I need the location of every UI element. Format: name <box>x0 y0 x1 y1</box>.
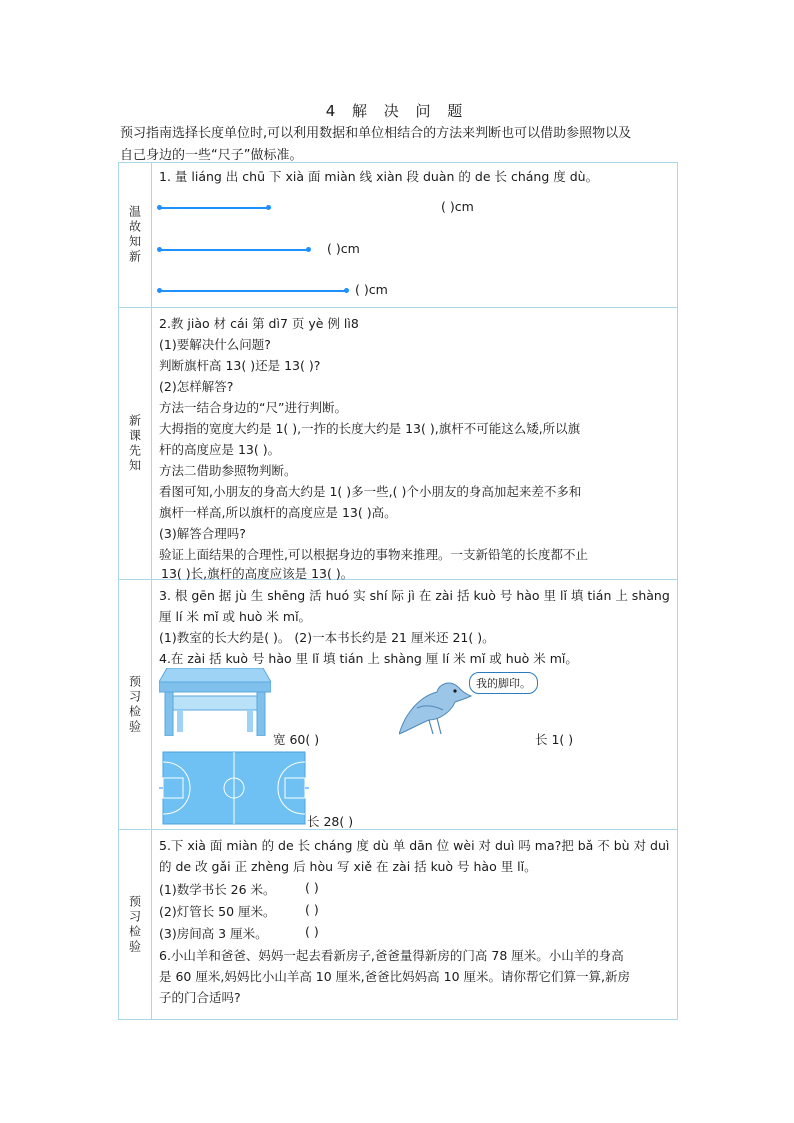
text-line: 验证上面结果的合理性,可以根据身边的事物来推理。一支新铅笔的长度都不止 <box>159 547 588 562</box>
text-line: 2.教 jiào 材 cái 第 dì7 页 yè 例 lì8 <box>159 316 359 331</box>
line-segment-1 <box>159 207 269 209</box>
item-2: (2)灯管长 50 厘米。 <box>159 904 276 919</box>
question-5-line-1: 5.下 xià 面 miàn 的 de 长 cháng 度 dù 单 dān 位 wèi 对 duì 吗 ma?把 bǎ 不 bù 对 duì <box>159 838 670 853</box>
answer-blank[interactable]: ( )cm <box>327 241 360 256</box>
question-6-line-1: 6.小山羊和爸爸、妈妈一起去看新房子,爸爸量得新房的门高 78 厘米。小山羊的身高 <box>159 948 624 963</box>
footprint-length-blank[interactable]: 长 1( ) <box>535 732 574 747</box>
question-6-line-2: 是 60 厘米,妈妈比小山羊高 10 厘米,爸爸比妈妈高 10 厘米。请你帮它们算一算,新房 <box>159 969 630 984</box>
text-line: 看图可知,小朋友的身高大约是 1( )多一些,( )个小朋友的身高加起来差不多和 <box>159 484 582 499</box>
exercise-table <box>118 162 678 1020</box>
line-segment-3 <box>159 290 347 292</box>
question-3-line-1: 3. 根 gēn 据 jù 生 shēng 活 huó 实 shí 际 jì 在 zài 括 kuò 号 hào 里 lǐ 填 tián 上 shàng <box>159 588 670 603</box>
section-label: 温故知新 <box>119 163 152 307</box>
question-4: 4.在 zài 括 kuò 号 hào 里 lǐ 填 tián 上 shàng 厘 lí 米 mǐ 或 huò 米 mǐ。 <box>159 651 578 666</box>
text-line: 判断旗杆高 13( )还是 13( )? <box>159 358 321 373</box>
desk-image <box>159 668 271 736</box>
section-practice-2 <box>119 830 677 1020</box>
section-practice-1 <box>119 580 677 830</box>
text-line: 13( )长,旗杆的高度应该是 13( )。 <box>161 566 354 581</box>
section-label: 新课先知 <box>119 308 152 579</box>
question-6-line-3: 子的门合适吗? <box>159 990 241 1005</box>
question-3-line-2: 厘 lí 米 mǐ 或 huò 米 mǐ。 <box>159 609 312 624</box>
text-line: (3)解答合理吗? <box>159 526 246 541</box>
text-line: 大拇指的宽度大约是 1( ),一拃的长度大约是 13( ),旗杆不可能这么矮,所以旗 <box>159 421 581 436</box>
section-new-lesson <box>119 308 677 580</box>
page-title: 4 解 决 问 题 <box>325 102 469 120</box>
text-line: 旗杆一样高,所以旗杆的高度应是 13( )高。 <box>159 505 397 520</box>
item-3: (3)房间高 3 厘米。 <box>159 926 268 941</box>
question-5-line-2: 的 de 改 gǎi 正 zhèng 后 hòu 写 xiě 在 zài 括 kuò 号 hào 里 lǐ。 <box>159 859 537 874</box>
answer-blank[interactable]: ( )cm <box>441 199 474 214</box>
text-line: 方法一结合身边的“尺”进行判断。 <box>159 400 347 415</box>
text-line: (2)怎样解答? <box>159 379 234 394</box>
section-label: 预习检验 <box>119 830 152 1020</box>
answer-blank[interactable]: ( )cm <box>355 282 388 297</box>
intro-line-2: 自己身边的一些“尺子”做标准。 <box>120 148 303 163</box>
text-line: (1)要解决什么问题? <box>159 337 271 352</box>
court-length-blank[interactable]: 长 28( ) <box>307 814 354 829</box>
line-segment-2 <box>159 249 309 251</box>
question-1: 1. 量 liáng 出 chū 下 xià 面 miàn 线 xiàn 段 duàn 的 de 长 cháng 度 dù。 <box>159 169 599 184</box>
bird-image <box>399 676 477 740</box>
preview-guide <box>120 123 680 167</box>
desk-width-blank[interactable]: 宽 60( ) <box>273 732 320 747</box>
section-label: 预习检验 <box>119 580 152 829</box>
question-3-items: (1)教室的长大约是( )。 (2)一本书长约是 21 厘米还 21( )。 <box>159 630 495 645</box>
speech-bubble: 我的脚印。 <box>469 672 538 694</box>
basketball-court-image <box>159 750 309 826</box>
text-line: 杆的高度应是 13( )。 <box>159 442 281 457</box>
correction-blank[interactable]: ( ) <box>305 924 319 939</box>
intro-line-1: 预习指南选择长度单位时,可以利用数据和单位相结合的方法来判断也可以借助参照物以及 <box>120 126 632 141</box>
section-review <box>119 163 677 308</box>
correction-blank[interactable]: ( ) <box>305 880 319 895</box>
correction-blank[interactable]: ( ) <box>305 902 319 917</box>
item-1: (1)数学书长 26 米。 <box>159 882 276 897</box>
text-line: 方法二借助参照物判断。 <box>159 463 297 478</box>
